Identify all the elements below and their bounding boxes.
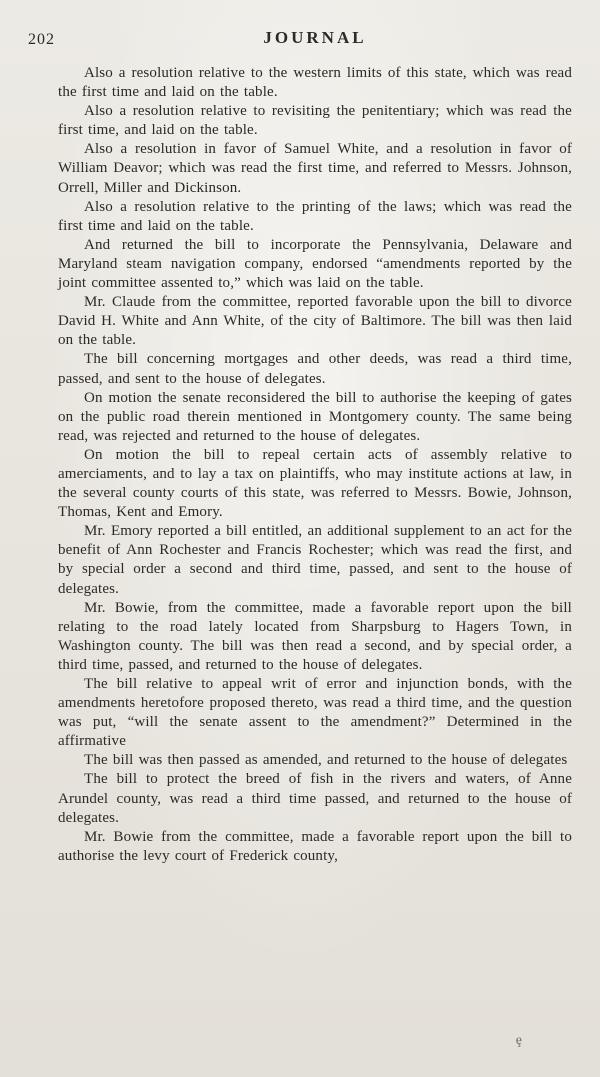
page-header <box>28 28 572 54</box>
page-title: JOURNAL <box>263 28 367 47</box>
paragraph: Also a resolution relative to the western limits of this state, which was read the first time and laid on the table. <box>58 65 572 101</box>
paragraph: Mr. Claude from the committee, reported favorable upon the bill to divorce David H. White and Ann White, of the city of Baltimore. The bill was then laid on the table. <box>58 294 572 349</box>
paragraph: The bill concerning mortgages and other deeds, was read a third time, passed, and sent to the house of delegates. <box>58 351 572 387</box>
paragraph: Also a resolution relative to the printing of the laws; which was read the first time and laid on the table. <box>58 198 572 234</box>
paragraph: The bill to protect the breed of fish in the rivers and waters, of Anne Arundel county, was read a third time passed, and returned to the house of delegates. <box>58 771 572 826</box>
paragraph: Mr. Bowie from the committee, made a favorable report upon the bill to authorise the levy court of Frederick county, <box>58 828 572 864</box>
paragraph: The bill relative to appeal writ of error and injunction bonds, with the amendments heretofore proposed thereto, was read a third time, and the question was put, “will the senate assent to the amendment?” Determined in the affirmative <box>58 676 572 750</box>
paragraph: And returned the bill to incorporate the Pennsylvania, Delaware and Maryland steam navigation company, endorsed “amendments reported by the joint committee assented to,” which was laid on the table. <box>58 236 572 292</box>
paragraph: Also a resolution in favor of Samuel White, and a resolution in favor of William Deavor; which was read the first time, and referred to Messrs. Johnson, Orrell, Miller and Dickinson. <box>58 141 572 196</box>
paragraph: Mr. Emory reported a bill entitled, an additional supplement to an act for the benefit of Ann Rochester and Francis Rochester; which was read the first, and by special order a second and third time, passed, and sent to the house of delegates. <box>58 523 572 597</box>
page-number: 202 <box>28 31 55 48</box>
printer-mark: ȩ <box>515 1033 522 1048</box>
paragraph: The bill was then passed as amended, and returned to the house of delegates <box>84 752 568 769</box>
paragraph: Mr. Bowie, from the committee, made a favorable report upon the bill relating to the road lately located from Sharpsburg to Hagers Town, in Washington county. The bill was then read a second, and by special order, a third time, passed, and returned to the house of delegates. <box>58 599 572 673</box>
paragraph: Also a resolution relative to revisiting the penitentiary; which was read the first time, and laid on the table. <box>58 103 572 139</box>
paragraph: On motion the bill to repeal certain acts of assembly relative to amerciaments, and to lay a tax on plaintiffs, who may institute actions at law, in the several county courts of this state, was referred to Messrs. Bowie, Johnson, Thomas, Kent and Emory. <box>58 446 572 521</box>
paragraph: On motion the senate reconsidered the bill to authorise the keeping of gates on the public road therein mentioned in Montgomery county. The same being read, was rejected and returned to the house of delegates. <box>58 389 572 444</box>
page-body <box>58 64 572 866</box>
